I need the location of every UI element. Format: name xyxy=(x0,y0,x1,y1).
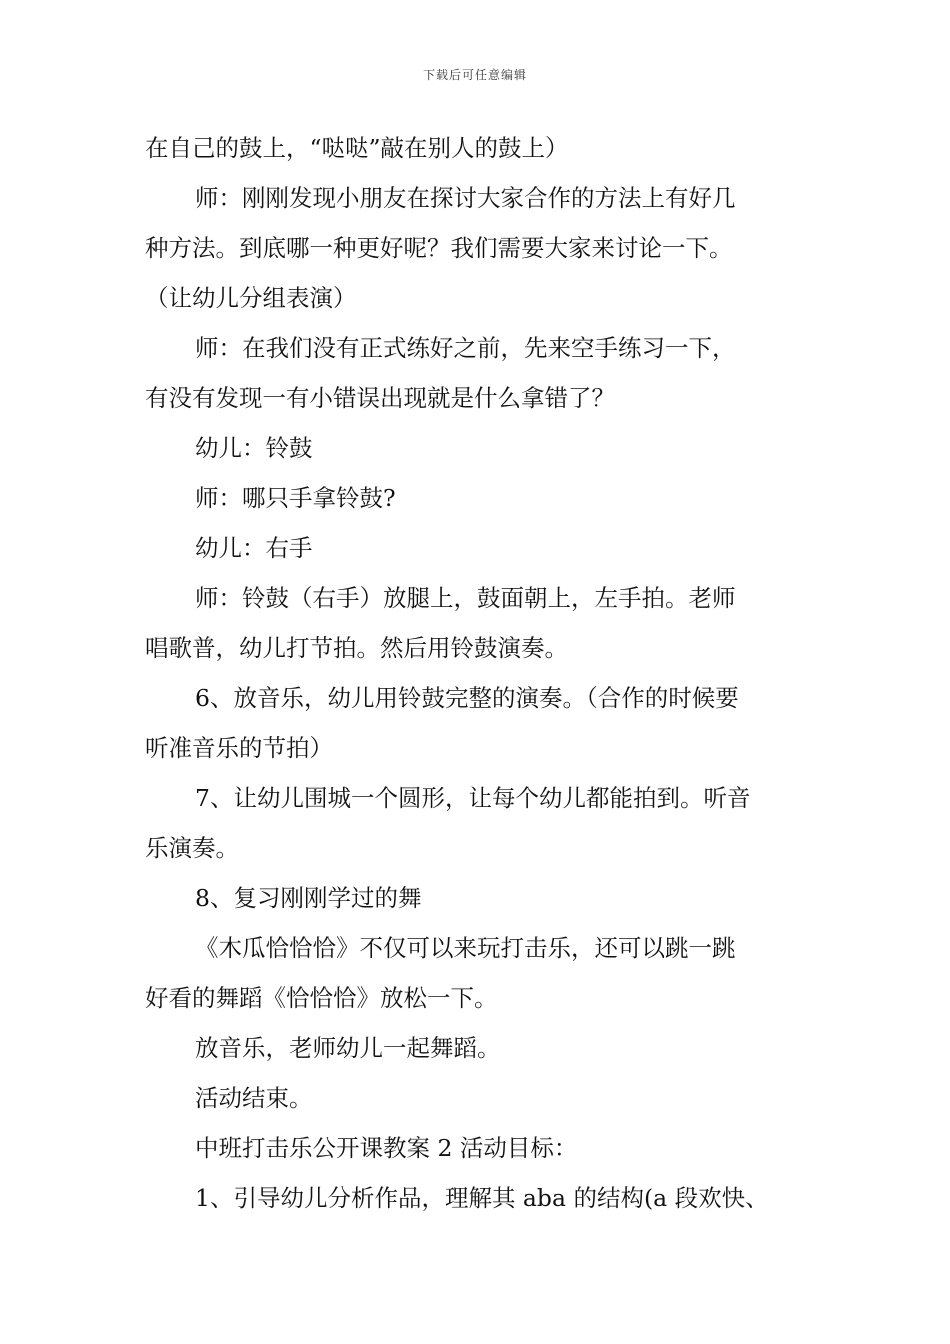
text-line: （让幼儿分组表演） xyxy=(145,284,357,312)
text-line: 幼儿：右手 xyxy=(195,534,313,562)
page-header: 下载后可任意编辑 xyxy=(422,68,527,82)
text-line: 听准音乐的节拍） xyxy=(145,734,333,762)
text-line: 有没有发现一有小错误出现就是什么拿错了？ xyxy=(145,384,615,412)
text-line: 7、让幼儿围城一个圆形，让每个幼儿都能拍到。听音 xyxy=(195,784,751,812)
text-line: 在自己的鼓上，“哒哒”敲在别人的鼓上） xyxy=(145,134,569,162)
text-line: 中班打击乐公开课教案 2 活动目标： xyxy=(195,1134,578,1162)
document-body xyxy=(145,128,835,1228)
text-line: 活动结束。 xyxy=(195,1084,313,1112)
text-line: 《木瓜恰恰恰》不仅可以来玩打击乐，还可以跳一跳 xyxy=(195,934,736,962)
text-line: 师：在我们没有正式练好之前，先来空手练习一下， xyxy=(195,334,736,362)
text-line: 种方法。到底哪一种更好呢？我们需要大家来讨论一下。 xyxy=(145,234,733,262)
text-line: 师：刚刚发现小朋友在探讨大家合作的方法上有好几 xyxy=(195,184,736,212)
text-line: 师：哪只手拿铃鼓? xyxy=(195,484,396,512)
text-line: 放音乐，老师幼儿一起舞蹈。 xyxy=(195,1034,501,1062)
text-line: 6、放音乐，幼儿用铃鼓完整的演奏。（合作的时候要 xyxy=(195,684,739,712)
text-line: 唱歌普，幼儿打节拍。然后用铃鼓演奏。 xyxy=(145,634,568,662)
text-line: 乐演奏。 xyxy=(145,834,239,862)
text-line: 8、复习刚刚学过的舞 xyxy=(195,884,422,912)
text-line: 幼儿：铃鼓 xyxy=(195,434,313,462)
text-line: 师：铃鼓（右手）放腿上，鼓面朝上，左手拍。老师 xyxy=(195,584,736,612)
text-line: 1、引导幼儿分析作品，理解其 aba 的结构(a 段欢快、 xyxy=(195,1184,769,1212)
text-line: 好看的舞蹈《恰恰恰》放松一下。 xyxy=(145,984,498,1012)
